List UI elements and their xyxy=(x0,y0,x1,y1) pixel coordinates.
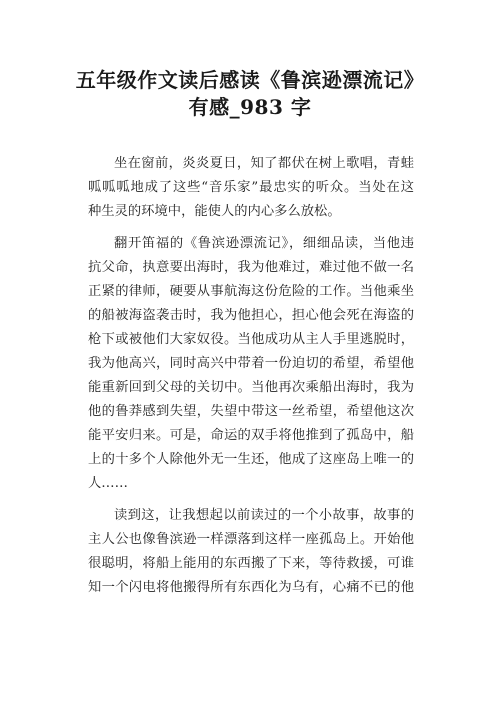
text-line: 呱呱呱地成了这些“音乐家”最忠实的听众。当处在这 xyxy=(88,180,414,195)
text-line: 他的鲁莽感到失望，失望中带这一丝希望，希望他这次 xyxy=(88,404,414,419)
text-line: 种生灵的环境中，能使人的内心多么放松。 xyxy=(88,204,341,219)
text-line: 上的十多个人除他外无一生还，他成了这座岛上唯一的 xyxy=(88,452,414,467)
text-line: 正紧的律师，硬要从事航海这份危险的工作。当他乘坐 xyxy=(88,284,414,299)
text-line: 翻开笛福的《鲁滨逊漂流记》，细细品读，当他违 xyxy=(114,236,414,251)
text-line: 坐在窗前，炎炎夏日，知了都伏在树上歌唱，青蛙 xyxy=(114,156,414,171)
text-line: 主人公也像鲁滨逊一样漂落到这样一座孤岛上。开始他 xyxy=(88,532,414,547)
text-line: 的船被海盗袭击时，我为他担心，担心他会死在海盗的 xyxy=(88,308,414,323)
document-title-line-2: 有感_983 字 xyxy=(188,95,312,119)
text-line: 能重新回到父母的关切中。当他再次乘船出海时，我为 xyxy=(88,380,414,395)
text-line: 能平安归来。可是，命运的双手将他推到了孤岛中，船 xyxy=(88,428,414,443)
text-line: 抗父命，执意要出海时，我为他难过，难过他不做一名 xyxy=(88,260,414,275)
text-line: 我为他高兴，同时高兴中带着一份迫切的希望，希望他 xyxy=(88,356,414,371)
text-line: 读到这，让我想起以前读过的一个小故事，故事的 xyxy=(114,508,414,523)
document-title-line-1: 五年级作文读后感读《鲁滨逊漂流记》 xyxy=(75,68,425,92)
text-line: 知一个闪电将他搬得所有东西化为乌有，心痛不已的他 xyxy=(88,580,414,595)
text-line: 枪下或被他们大家奴役。当他成功从主人手里逃脱时， xyxy=(88,332,414,347)
text-line: 很聪明，将船上能用的东西搬了下来，等待救援，可谁 xyxy=(88,556,414,571)
text-line: 人…… xyxy=(88,476,128,491)
